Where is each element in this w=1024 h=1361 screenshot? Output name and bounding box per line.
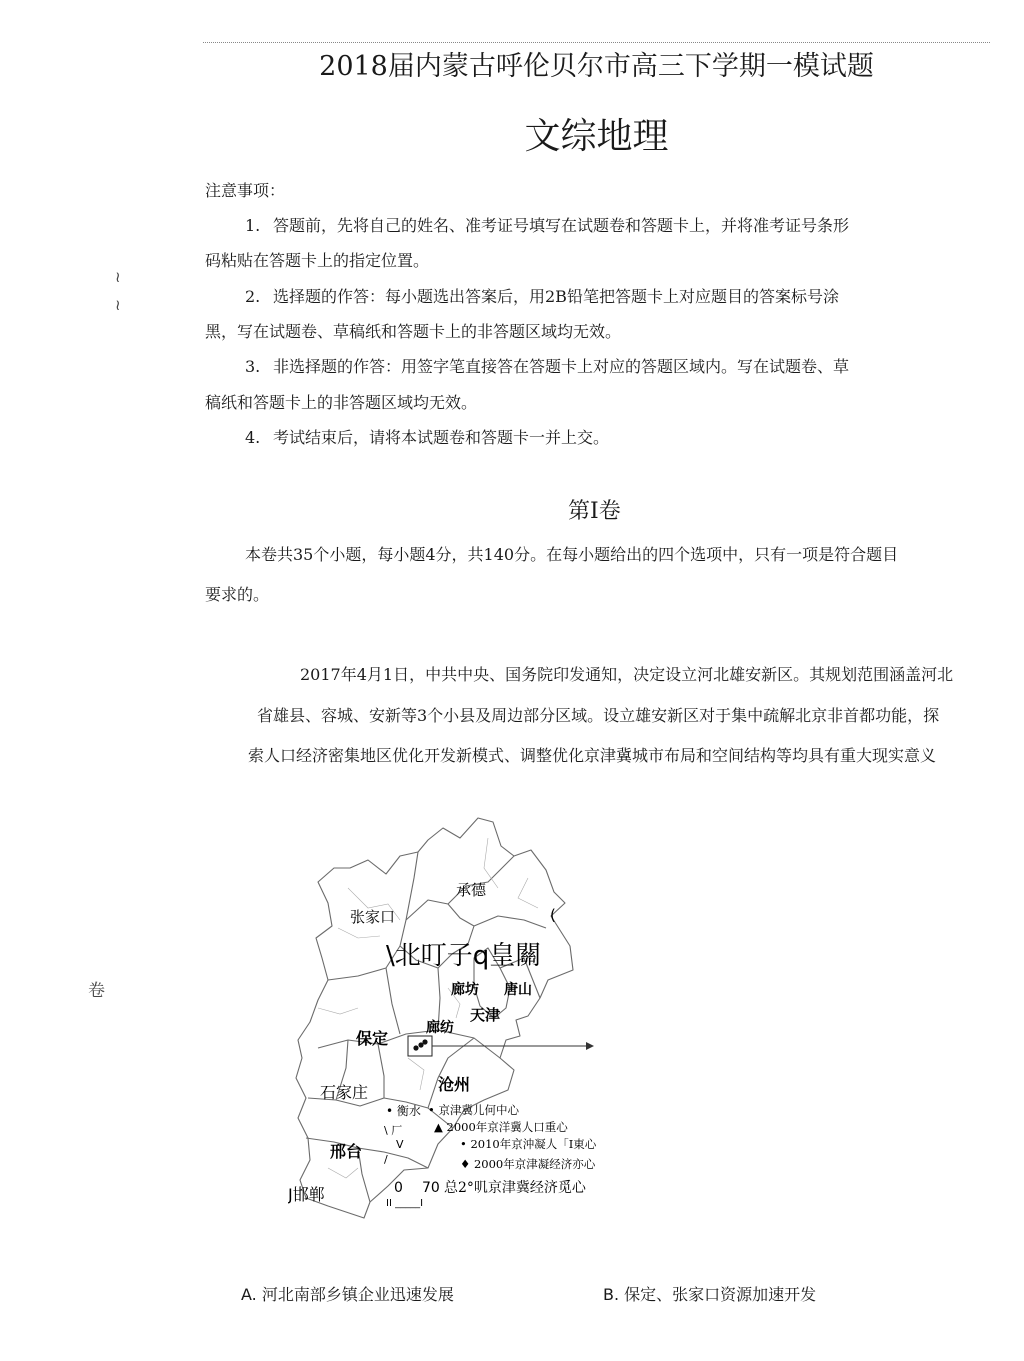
legend-pop-2000: ▲ 2000年京洋冀人口重心 (434, 1120, 568, 1134)
legend-pop-2010: • 2010年京沖凝人「I東心 (460, 1137, 597, 1151)
centroid-marker (422, 1039, 427, 1044)
internal-boundary (378, 1044, 384, 1098)
label-tianjin: 天津 (470, 1006, 501, 1024)
label-langfang-2: 廊纺 (426, 1020, 454, 1036)
notice-item-3 (245, 354, 849, 377)
passage-line1: 2017年4月1日，中共中央、国务院印发通知，决定设立河北雄安新区。其规划范围涵盖河北 (300, 665, 954, 684)
internal-boundary (306, 1138, 428, 1168)
label-xingtai: 邢台 (330, 1142, 363, 1161)
notice-item-text: 选择题的作答：每小题选出答案后，用2B铅笔把答题卡上对应题目的答案标号涂 (273, 287, 839, 306)
notice-item-text: 考试结束后，请将本试题卷和答题卡一并上交。 (273, 428, 610, 447)
label-chengde: 承德 (456, 881, 487, 899)
map-svg (288, 808, 618, 1228)
internal-boundary (406, 852, 418, 920)
county-boundary (518, 878, 538, 908)
notice-item-3-cont: 稿纸和答题卡上的非答题区域均无效。 (205, 393, 478, 412)
notice-item-4 (245, 425, 609, 448)
page-subtitle: 文综地理 (524, 116, 669, 157)
label-tangshan: 唐山 (504, 982, 532, 998)
notice-item-1-cont: 码粘贴在答题卡上的指定位置。 (205, 251, 430, 270)
county-boundary (338, 928, 380, 938)
label-langfang-1: 廊坊 (451, 982, 479, 998)
notice-item-number: 2. (245, 287, 261, 306)
section-intro-line1: 本卷共35个小题，每小题4分，共140分。在每小题给出的四个选项中，只有一项是符合题目 (245, 545, 899, 564)
label-stray-1: \ 厂 (384, 1124, 403, 1137)
option-b[interactable]: B. 保定、张家口资源加速开发 (603, 1285, 817, 1304)
scale-bar: II _____I (386, 1198, 424, 1209)
label-stray-2: V (396, 1138, 404, 1151)
label-stray-3: / (384, 1153, 388, 1166)
notice-item-text: 答题前，先将自己的姓名、准考证号填写在试题卷和答题卡上，并将准考证号条形 (273, 216, 850, 235)
notice-item-2-cont: 黑，写在试题卷、草稿纸和答题卡上的非答题区域均无效。 (205, 322, 622, 341)
passage-line3: 索人口经济密集地区优化开发新模式、调整优化京津冀城市布局和空间结构等均具有重大现实意义 (248, 746, 937, 765)
label-zhangjiakou: 张家口 (350, 908, 396, 926)
internal-boundary (386, 968, 400, 1034)
internal-boundary (428, 1038, 474, 1108)
notice-item-number: 3. (245, 357, 261, 376)
centroid-marker (413, 1045, 418, 1050)
notice-item-text: 非选择题的作答：用签字笔直接答在答题卡上对应的答题区域内。写在试题卷、草 (273, 357, 850, 376)
notice-item-1 (245, 213, 849, 236)
label-shijiazhuang: 石家庄 (320, 1083, 369, 1102)
label-beijing-garbled: \北叮子q皇關 (386, 941, 542, 971)
label-cangzhou: 沧州 (438, 1075, 471, 1094)
county-boundary (484, 838, 498, 888)
header-rule (203, 42, 990, 43)
option-a[interactable]: A. 河北南部乡镇企业迅速发展 (241, 1285, 454, 1304)
scale-zero: 0 (394, 1180, 403, 1196)
margin-tilde-2: ≀ (115, 296, 121, 314)
scale-seventy: 70 (422, 1180, 440, 1196)
label-hengshui: • 衡水 (386, 1104, 421, 1118)
margin-juan-mark: 卷 (88, 981, 105, 1001)
notice-item-number: 4. (245, 428, 261, 447)
section-intro-line2: 要求的。 (205, 585, 270, 604)
inset-arrow-head (586, 1042, 594, 1050)
county-boundary (408, 1058, 424, 1090)
label-handan: J邯郸 (288, 1185, 325, 1204)
jingjinji-map (288, 808, 618, 1228)
margin-tilde-1: ≀ (115, 268, 121, 286)
legend-geo-center: • 京津冀儿何中心 (428, 1103, 519, 1117)
notice-item-2 (245, 284, 839, 307)
section-title: 第I卷 (568, 499, 621, 524)
notice-heading: 注意事项： (205, 181, 286, 200)
label-paren: ( (550, 906, 556, 924)
notice-item-number: 1. (245, 216, 261, 235)
passage-line2: 省雄县、容城、安新等3个小县及周边部分区域。设立雄安新区对于集中疏解北京非首都功能，探 (257, 706, 940, 725)
county-boundary (318, 1008, 358, 1014)
internal-boundary (474, 916, 546, 928)
legend-econ-2010: 总2°叽京津冀经济觅心 (444, 1180, 586, 1196)
county-boundary (328, 1168, 358, 1178)
label-baoding: 保定 (356, 1029, 389, 1048)
page-title: 2018届内蒙古呼伦贝尔市高三下学期一模试题 (319, 51, 874, 82)
legend-econ-2000: ♦ 2000年京津凝经济亦心 (460, 1157, 596, 1171)
